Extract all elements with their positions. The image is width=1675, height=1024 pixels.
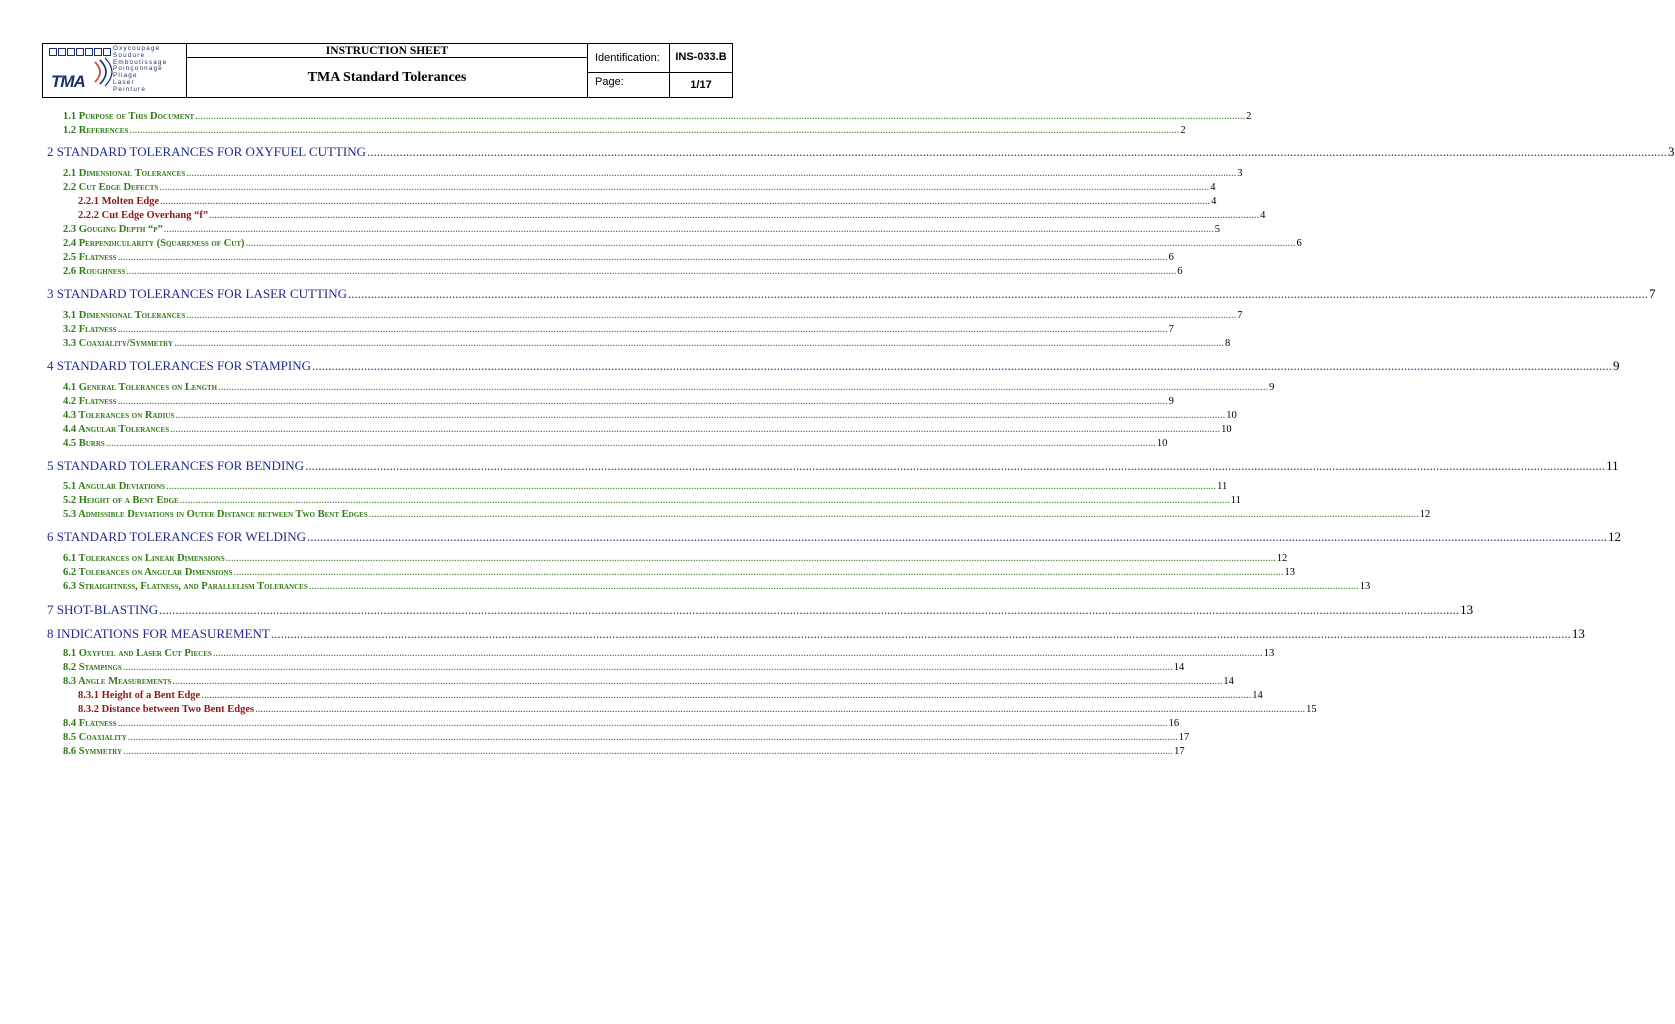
logo-service-word: Soudure <box>113 51 146 59</box>
toc-dot-leader: ................................................................................................................................................................................................................................................................................................................................................................................................................ <box>159 182 1210 193</box>
toc-entry[interactable] <box>63 648 1275 659</box>
toc-entry-title: 5.3 Admissible Deviations in Outer Distance between Two Bent Edges <box>63 509 368 520</box>
toc-entry-title: 4.5 Burrs <box>63 438 105 449</box>
toc-entry-page: 12 <box>1276 553 1288 564</box>
toc-entry-page: 6 <box>1296 238 1302 249</box>
toc-dot-leader: ................................................................................................................................................................................................................................................................................................................................................................................................................ <box>306 529 1607 544</box>
toc-entry[interactable] <box>47 626 1585 642</box>
page-label: Page: <box>588 73 670 97</box>
logo-service-word: Laser <box>113 78 135 86</box>
toc-entry-title: 4.1 General Tolerances on Length <box>63 382 218 393</box>
toc-entry-page: 3 <box>1237 168 1243 179</box>
toc-entry[interactable] <box>78 196 1217 207</box>
toc-entry-page: 7 <box>1649 286 1656 301</box>
toc-entry-page: 6 <box>1168 252 1174 263</box>
toc-entry[interactable] <box>47 358 1620 374</box>
doc-type: INSTRUCTION SHEET <box>187 44 588 58</box>
toc-entry-page: 13 <box>1359 581 1371 592</box>
toc-entry-page: 10 <box>1156 438 1168 449</box>
toc-dot-leader: ................................................................................................................................................................................................................................................................................................................................................................................................................ <box>175 410 1226 421</box>
toc-entry-title: 8.3 Angle Measurements <box>63 676 172 687</box>
toc-entry-title: 6.3 Straightness, Flatness, and Parallelism Tolerances <box>63 581 308 592</box>
toc-entry[interactable] <box>63 718 1180 729</box>
toc-entry[interactable] <box>63 424 1232 435</box>
toc-entry-title: 5.1 Angular Deviations <box>63 481 166 492</box>
logo-service-word: Poinçonnage <box>113 65 163 73</box>
toc-entry[interactable] <box>63 182 1216 193</box>
toc-entry[interactable] <box>47 458 1619 474</box>
toc-entry-title: 2.1 Dimensional Tolerances <box>63 168 186 179</box>
toc-entry[interactable] <box>63 746 1185 757</box>
toc-dot-leader: ................................................................................................................................................................................................................................................................................................................................................................................................................ <box>201 690 1252 701</box>
toc-entry-page: 7 <box>1168 324 1174 335</box>
toc-entry-title: 8 INDICATIONS FOR MEASUREMENT <box>47 626 270 641</box>
document-header <box>42 43 733 98</box>
toc-dot-leader: ................................................................................................................................................................................................................................................................................................................................................................................................................ <box>348 286 1649 301</box>
toc-entry[interactable] <box>63 581 1371 592</box>
toc-entry-page: 11 <box>1217 481 1228 492</box>
toc-entry[interactable] <box>63 224 1221 235</box>
toc-entry[interactable] <box>63 553 1288 564</box>
toc-dot-leader: ................................................................................................................................................................................................................................................................................................................................................................................................................ <box>117 718 1168 729</box>
toc-entry-title: 4.2 Flatness <box>63 396 117 407</box>
toc-entry-page: 14 <box>1223 676 1234 687</box>
toc-entry-title: 3.2 Flatness <box>63 324 117 335</box>
identification-value: INS-033.B <box>670 44 732 73</box>
toc-entry-title: 6 STANDARD TOLERANCES FOR WELDING <box>47 529 306 544</box>
toc-entry-title: 8.6 Symmetry <box>63 746 123 757</box>
toc-entry-title: 4 STANDARD TOLERANCES FOR STAMPING <box>47 358 311 373</box>
toc-entry[interactable] <box>47 286 1656 302</box>
toc-dot-leader: ................................................................................................................................................................................................................................................................................................................................................................................................................ <box>218 382 1269 393</box>
toc-entry-title: 2.3 Gouging Depth “p” <box>63 224 163 235</box>
toc-dot-leader: ................................................................................................................................................................................................................................................................................................................................................................................................................ <box>186 310 1237 321</box>
toc-entry-page: 10 <box>1221 424 1232 435</box>
toc-dot-leader: ................................................................................................................................................................................................................................................................................................................................................................................................................ <box>305 458 1606 473</box>
toc-dot-leader: ................................................................................................................................................................................................................................................................................................................................................................................................................ <box>117 396 1168 407</box>
toc-entry[interactable] <box>63 338 1231 349</box>
logo-wordmark: TMA <box>51 72 85 91</box>
toc-entry-page: 13 <box>1284 567 1295 578</box>
toc-entry[interactable] <box>63 238 1302 249</box>
toc-entry-title: 6.1 Tolerances on Linear Dimensions <box>63 553 225 564</box>
toc-entry-title: 8.3.1 Height of a Bent Edge <box>78 690 201 701</box>
logo-service-word: Emboutissage <box>113 58 168 66</box>
toc-entry-page: 2 <box>1180 125 1186 136</box>
toc-entry[interactable] <box>78 690 1263 701</box>
toc-entry-page: 11 <box>1230 495 1241 506</box>
toc-dot-leader: ................................................................................................................................................................................................................................................................................................................................................................................................................ <box>117 252 1168 263</box>
toc-entry-title: 2.2.2 Cut Edge Overhang “f” <box>78 210 209 221</box>
toc-entry[interactable] <box>47 144 1675 160</box>
toc-dot-leader: ................................................................................................................................................................................................................................................................................................................................................................................................................ <box>209 210 1260 221</box>
toc-entry-page: 13 <box>1460 602 1474 617</box>
toc-dot-leader: ................................................................................................................................................................................................................................................................................................................................................................................................................ <box>159 602 1460 617</box>
toc-dot-leader: ................................................................................................................................................................................................................................................................................................................................................................................................................ <box>368 509 1419 520</box>
toc-entry[interactable] <box>63 252 1174 263</box>
toc-dot-leader: ................................................................................................................................................................................................................................................................................................................................................................................................................ <box>129 125 1180 136</box>
company-logo <box>43 44 187 97</box>
toc-dot-leader: ................................................................................................................................................................................................................................................................................................................................................................................................................ <box>195 111 1246 122</box>
toc-entry-title: 8.5 Coaxiality <box>63 732 127 743</box>
toc-entry-page: 17 <box>1174 746 1185 757</box>
toc-dot-leader: ................................................................................................................................................................................................................................................................................................................................................................................................................ <box>123 746 1174 757</box>
toc-entry-title: 2.5 Flatness <box>63 252 117 263</box>
toc-dot-leader: ................................................................................................................................................................................................................................................................................................................................................................................................................ <box>172 676 1223 687</box>
logo-squares <box>49 48 111 56</box>
toc-entry-title: 4.3 Tolerances on Radius <box>63 410 175 421</box>
toc-entry-page: 8 <box>1225 338 1231 349</box>
toc-entry-title: 2.2 Cut Edge Defects <box>63 182 159 193</box>
toc-entry-title: 3.1 Dimensional Tolerances <box>63 310 186 321</box>
toc-entry[interactable] <box>63 324 1174 335</box>
toc-dot-leader: ................................................................................................................................................................................................................................................................................................................................................................................................................ <box>367 144 1668 159</box>
toc-entry-page: 13 <box>1263 648 1275 659</box>
toc-dot-leader: ................................................................................................................................................................................................................................................................................................................................................................................................................ <box>179 495 1230 506</box>
toc-entry-page: 14 <box>1173 662 1185 673</box>
toc-dot-leader: ................................................................................................................................................................................................................................................................................................................................................................................................................ <box>170 424 1221 435</box>
toc-entry-page: 5 <box>1214 224 1221 235</box>
toc-entry[interactable] <box>63 125 1186 136</box>
toc-entry-title: 5 STANDARD TOLERANCES FOR BENDING <box>47 458 305 473</box>
toc-dot-leader: ................................................................................................................................................................................................................................................................................................................................................................................................................ <box>127 732 1178 743</box>
toc-entry-page: 15 <box>1306 704 1317 715</box>
toc-entry-page: 3 <box>1668 144 1675 159</box>
toc-dot-leader: ................................................................................................................................................................................................................................................................................................................................................................................................................ <box>126 266 1177 277</box>
toc-entry-page: 12 <box>1607 529 1621 544</box>
toc-entry[interactable] <box>63 168 1243 179</box>
toc-entry-page: 4 <box>1210 182 1216 193</box>
toc-dot-leader: ................................................................................................................................................................................................................................................................................................................................................................................................................ <box>117 324 1168 335</box>
toc-entry-page: 7 <box>1237 310 1243 321</box>
toc-entry-page: 4 <box>1260 210 1266 221</box>
toc-entry-title: 8.2 Stampings <box>63 662 122 673</box>
toc-entry-title: 2.4 Perpendicularity (Squareness of Cut) <box>63 238 245 249</box>
toc-entry[interactable] <box>63 732 1190 743</box>
doc-title: TMA Standard Tolerances <box>187 58 588 97</box>
toc-entry[interactable] <box>63 676 1234 687</box>
toc-entry[interactable] <box>63 410 1237 421</box>
toc-entry[interactable] <box>63 662 1185 673</box>
identification-label: Identification: <box>588 44 670 73</box>
toc-entry-title: 8.3.2 Distance between Two Bent Edges <box>78 704 255 715</box>
toc-dot-leader: ................................................................................................................................................................................................................................................................................................................................................................................................................ <box>174 338 1225 349</box>
toc-entry-page: 12 <box>1419 509 1431 520</box>
toc-entry-title: 1.1 Purpose of This Document <box>63 111 195 122</box>
toc-entry-page: 11 <box>1606 458 1619 473</box>
logo-service-word: Pliage <box>113 72 138 80</box>
toc-dot-leader: ................................................................................................................................................................................................................................................................................................................................................................................................................ <box>212 648 1263 659</box>
toc-dot-leader: ................................................................................................................................................................................................................................................................................................................................................................................................................ <box>225 553 1276 564</box>
toc-entry-title: 3.3 Coaxiality/Symmetry <box>63 338 174 349</box>
toc-dot-leader: ................................................................................................................................................................................................................................................................................................................................................................................................................ <box>186 168 1237 179</box>
toc-entry-title: 2.2.1 Molten Edge <box>78 196 160 207</box>
toc-dot-leader: ................................................................................................................................................................................................................................................................................................................................................................................................................ <box>105 438 1156 449</box>
toc-entry[interactable] <box>78 210 1266 221</box>
toc-entry[interactable] <box>63 495 1241 506</box>
toc-entry-title: 1.2 References <box>63 125 129 136</box>
toc-entry-page: 13 <box>1571 626 1585 641</box>
toc-entry[interactable] <box>47 602 1474 618</box>
toc-entry[interactable] <box>63 310 1243 321</box>
toc-entry-page: 9 <box>1612 358 1620 373</box>
toc-entry[interactable] <box>63 396 1174 407</box>
toc-entry-title: 8.1 Oxyfuel and Laser Cut Pieces <box>63 648 212 659</box>
logo-service-word: Peinture <box>113 85 147 93</box>
toc-entry[interactable] <box>78 704 1317 715</box>
toc-dot-leader: ................................................................................................................................................................................................................................................................................................................................................................................................................ <box>270 626 1571 641</box>
logo-service-word: Oxycoupage <box>113 45 161 52</box>
toc-entry-page: 9 <box>1269 382 1275 393</box>
toc-entry-title: 2.6 Roughness <box>63 266 126 277</box>
page-value: 1/17 <box>690 79 712 91</box>
toc-entry-page: 6 <box>1177 266 1183 277</box>
toc-entry-title: 4.4 Angular Tolerances <box>63 424 170 435</box>
toc-entry-title: 5.2 Height of a Bent Edge <box>63 495 179 506</box>
toc-entry-page: 9 <box>1168 396 1174 407</box>
toc-dot-leader: ................................................................................................................................................................................................................................................................................................................................................................................................................ <box>122 662 1173 673</box>
toc-entry[interactable] <box>63 382 1275 393</box>
logo-services-list <box>113 46 167 94</box>
toc-entry[interactable] <box>63 266 1183 277</box>
toc-entry[interactable] <box>63 567 1295 578</box>
toc-entry-page: 10 <box>1226 410 1237 421</box>
toc-entry[interactable] <box>47 529 1621 545</box>
toc-entry-page: 2 <box>1246 111 1252 122</box>
toc-entry-title: 7 SHOT-BLASTING <box>47 602 159 617</box>
toc-entry-page: 4 <box>1211 196 1217 207</box>
toc-entry-page: 17 <box>1178 732 1190 743</box>
toc-entry-title: 6.2 Tolerances on Angular Dimensions <box>63 567 233 578</box>
toc-dot-leader: ................................................................................................................................................................................................................................................................................................................................................................................................................ <box>308 581 1359 592</box>
toc-entry-title: 3 STANDARD TOLERANCES FOR LASER CUTTING <box>47 286 348 301</box>
toc-dot-leader: ................................................................................................................................................................................................................................................................................................................................................................................................................ <box>311 358 1612 373</box>
toc-entry[interactable] <box>63 438 1168 449</box>
toc-dot-leader: ................................................................................................................................................................................................................................................................................................................................................................................................................ <box>163 224 1214 235</box>
toc-entry-title: 8.4 Flatness <box>63 718 117 729</box>
toc-dot-leader: ................................................................................................................................................................................................................................................................................................................................................................................................................ <box>233 567 1284 578</box>
toc-dot-leader: ................................................................................................................................................................................................................................................................................................................................................................................................................ <box>160 196 1211 207</box>
toc-entry-page: 16 <box>1168 718 1180 729</box>
toc-dot-leader: ................................................................................................................................................................................................................................................................................................................................................................................................................ <box>255 704 1306 715</box>
toc-entry[interactable] <box>63 509 1431 520</box>
toc-dot-leader: ................................................................................................................................................................................................................................................................................................................................................................................................................ <box>166 481 1217 492</box>
toc-entry[interactable] <box>63 481 1228 492</box>
toc-entry-title: 2 STANDARD TOLERANCES FOR OXYFUEL CUTTING <box>47 144 367 159</box>
toc-entry-page: 14 <box>1252 690 1263 701</box>
toc-entry[interactable] <box>63 111 1252 122</box>
toc-dot-leader: ................................................................................................................................................................................................................................................................................................................................................................................................................ <box>245 238 1296 249</box>
